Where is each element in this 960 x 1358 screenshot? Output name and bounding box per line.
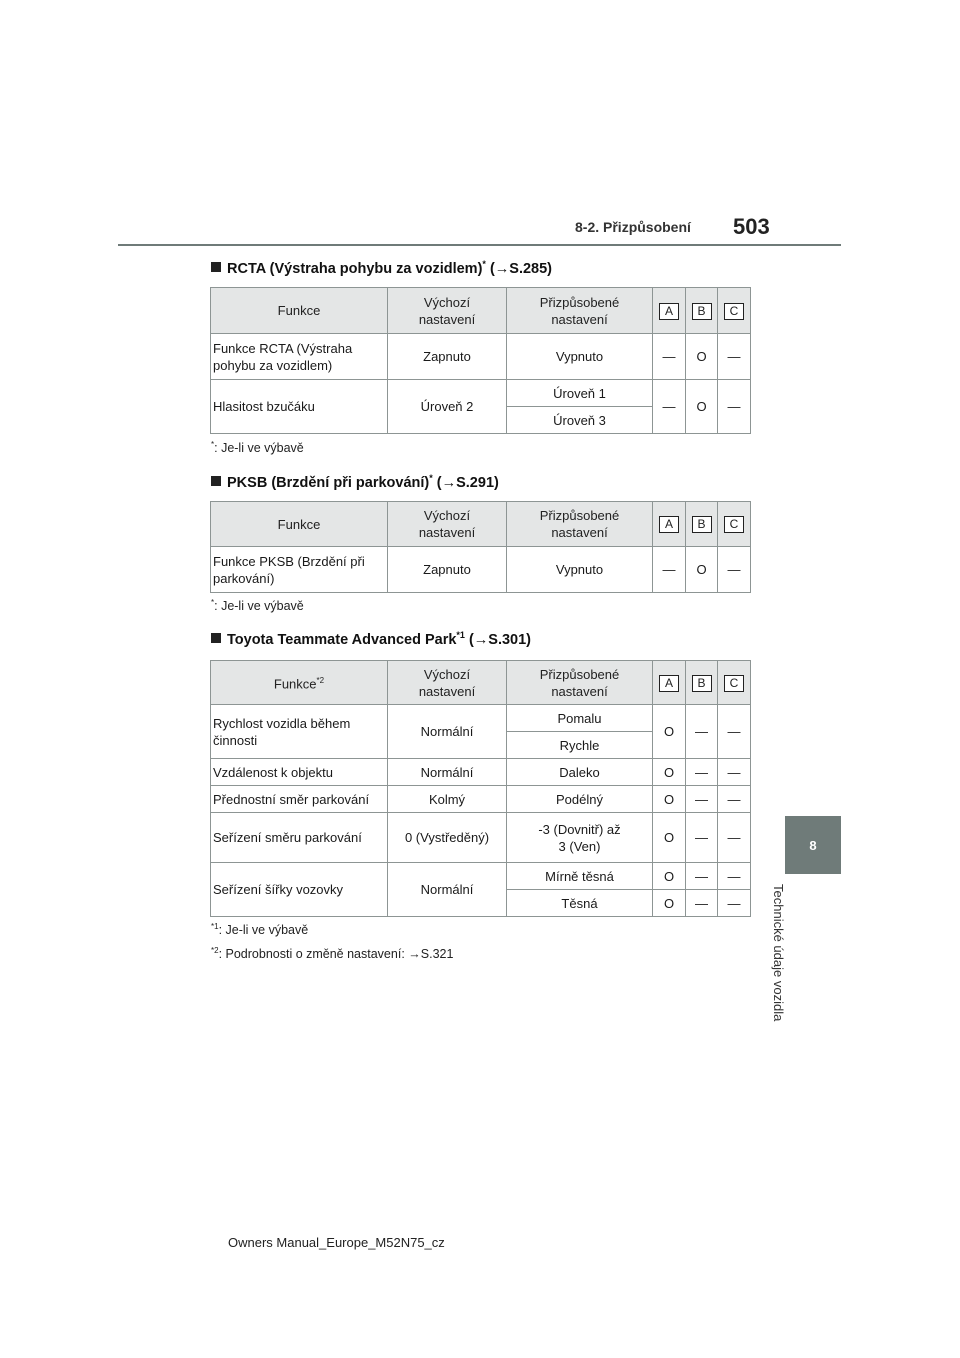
table-header-row [211, 288, 751, 334]
cell-a: — [653, 380, 686, 434]
col-function: Funkce [211, 502, 388, 547]
cell-c: — [718, 759, 751, 786]
cell-c: — [718, 547, 751, 593]
section-heading-advanced-park [211, 630, 531, 648]
cell-default: Zapnuto [388, 334, 507, 380]
letter-a-box: A [659, 675, 679, 692]
col-default: Výchozí nastavení [388, 288, 507, 334]
cell-function: Vzdálenost k objektu [211, 759, 388, 786]
cell-custom: Rychle [507, 732, 653, 759]
heading-note-mark: * [482, 259, 486, 269]
cell-c: — [718, 863, 751, 890]
col-function: Funkce$^{*2}$ [211, 661, 388, 705]
heading-text: PKSB (Brzdění při parkování) [227, 474, 430, 491]
pksb-settings-table [210, 501, 751, 593]
bullet-square-icon [211, 633, 221, 643]
cell-default: Normální [388, 759, 507, 786]
chapter-label [771, 884, 808, 1084]
cell-a: O [653, 759, 686, 786]
cell-default: 0 (Vystředěný) [388, 813, 507, 863]
cell-a: — [653, 547, 686, 593]
letter-b-box: B [692, 303, 712, 320]
heading-note-mark: * [429, 473, 433, 483]
cell-b: O [686, 547, 718, 593]
footnote-rcta: *: Je-li ve výbavě [211, 440, 304, 456]
chapter-number: 8 [809, 837, 817, 853]
cell-custom: Podélný [507, 786, 653, 813]
cell-function: Funkce RCTA (Výstraha pohybu za vozidlem) [211, 334, 388, 380]
col-custom: Přizpůsobené nastavení [507, 661, 653, 705]
footer-manual-id: Owners Manual_Europe_M52N75_cz [228, 1235, 445, 1250]
cell-default: Normální [388, 863, 507, 917]
letter-c-box: C [724, 516, 744, 533]
cell-custom: Daleko [507, 759, 653, 786]
table-row [211, 759, 751, 786]
cell-function: Seřízení směru parkování [211, 813, 388, 863]
cell-a: O [653, 813, 686, 863]
cell-function: Přednostní směr parkování [211, 786, 388, 813]
cell-b: — [686, 759, 718, 786]
cell-b: — [686, 813, 718, 863]
letter-b-box: B [692, 516, 712, 533]
footnote-pksb: *: Je-li ve výbavě [211, 598, 304, 614]
heading-page-ref[interactable]: (→S.301) [468, 631, 532, 648]
cell-a: — [653, 334, 686, 380]
cell-b: — [686, 786, 718, 813]
cell-custom: Těsná [507, 890, 653, 917]
footnote-advanced-park-2: $^{*2}$: Podrobnosti o změně nastavení: →S.321 [211, 946, 454, 962]
col-b [686, 502, 718, 547]
col-custom: Přizpůsobené nastavení [507, 288, 653, 334]
cell-b: — [686, 863, 718, 890]
col-c [718, 661, 751, 705]
cell-custom: Pomalu [507, 705, 653, 732]
col-default: Výchozí nastavení [388, 661, 507, 705]
table-row [211, 547, 751, 593]
cell-c: — [718, 890, 751, 917]
cell-c: — [718, 334, 751, 380]
cell-function: Hlasitost bzučáku [211, 380, 388, 434]
col-c [718, 288, 751, 334]
cell-function: Funkce PKSB (Brzdění při parkování) [211, 547, 388, 593]
col-default: Výchozí nastavení [388, 502, 507, 547]
cell-function: Seřízení šířky vozovky [211, 863, 388, 917]
table-header-row [211, 502, 751, 547]
cell-b: — [686, 705, 718, 759]
col-custom: Přizpůsobené nastavení [507, 502, 653, 547]
bullet-square-icon [211, 262, 221, 272]
col-a [653, 661, 686, 705]
cell-custom: Vypnuto [507, 334, 653, 380]
col-c [718, 502, 751, 547]
cell-b: O [686, 380, 718, 434]
page-number: 503 [733, 214, 770, 239]
cell-b: — [686, 890, 718, 917]
table-row [211, 334, 751, 380]
table-row [211, 786, 751, 813]
letter-a-box: A [659, 303, 679, 320]
cell-default: Kolmý [388, 786, 507, 813]
letter-b-box: B [692, 675, 712, 692]
table-row [211, 813, 751, 863]
chapter-tab[interactable] [785, 816, 841, 874]
cell-b: O [686, 334, 718, 380]
col-a [653, 502, 686, 547]
col-b [686, 661, 718, 705]
cell-a: O [653, 863, 686, 890]
cell-default: Normální [388, 705, 507, 759]
advanced-park-settings-table [210, 660, 751, 917]
cell-a: O [653, 786, 686, 813]
heading-note-mark: *1 [456, 630, 465, 640]
heading-text: Toyota Teammate Advanced Park [227, 631, 457, 648]
section-heading-pksb [211, 473, 499, 491]
col-b [686, 288, 718, 334]
cell-custom: Vypnuto [507, 547, 653, 593]
cell-custom: Mírně těsná [507, 863, 653, 890]
cell-custom: Úroveň 3 [507, 407, 653, 434]
footnote-advanced-park-1: $^{*1}$: Je-li ve výbavě [211, 922, 309, 938]
cell-function: Rychlost vozidla během činnosti [211, 705, 388, 759]
chapter-title: Technické údaje vozidla [771, 884, 786, 1022]
cell-c: — [718, 813, 751, 863]
cell-a: O [653, 890, 686, 917]
cell-c: — [718, 786, 751, 813]
rcta-settings-table [210, 287, 751, 434]
heading-page-ref[interactable]: (→S.285) [489, 260, 553, 277]
col-function: Funkce [211, 288, 388, 334]
letter-a-box: A [659, 516, 679, 533]
header-divider [118, 244, 841, 246]
col-a [653, 288, 686, 334]
cell-c: — [718, 705, 751, 759]
bullet-square-icon [211, 476, 221, 486]
letter-c-box: C [724, 303, 744, 320]
cell-custom: Úroveň 1 [507, 380, 653, 407]
letter-c-box: C [724, 675, 744, 692]
table-row [211, 380, 751, 407]
section-heading-rcta [211, 259, 552, 277]
cell-c: — [718, 380, 751, 434]
cell-a: O [653, 705, 686, 759]
table-row [211, 705, 751, 732]
section-title: 8-2. Přizpůsobení [575, 219, 691, 235]
cell-default: Zapnuto [388, 547, 507, 593]
cell-default: Úroveň 2 [388, 380, 507, 434]
heading-text: RCTA (Výstraha pohybu za vozidlem) [227, 260, 483, 277]
table-header-row [211, 661, 751, 705]
heading-page-ref[interactable]: (→S.291) [436, 474, 499, 491]
cell-custom: -3 (Dovnitř) až 3 (Ven) [507, 813, 653, 863]
table-row [211, 863, 751, 890]
